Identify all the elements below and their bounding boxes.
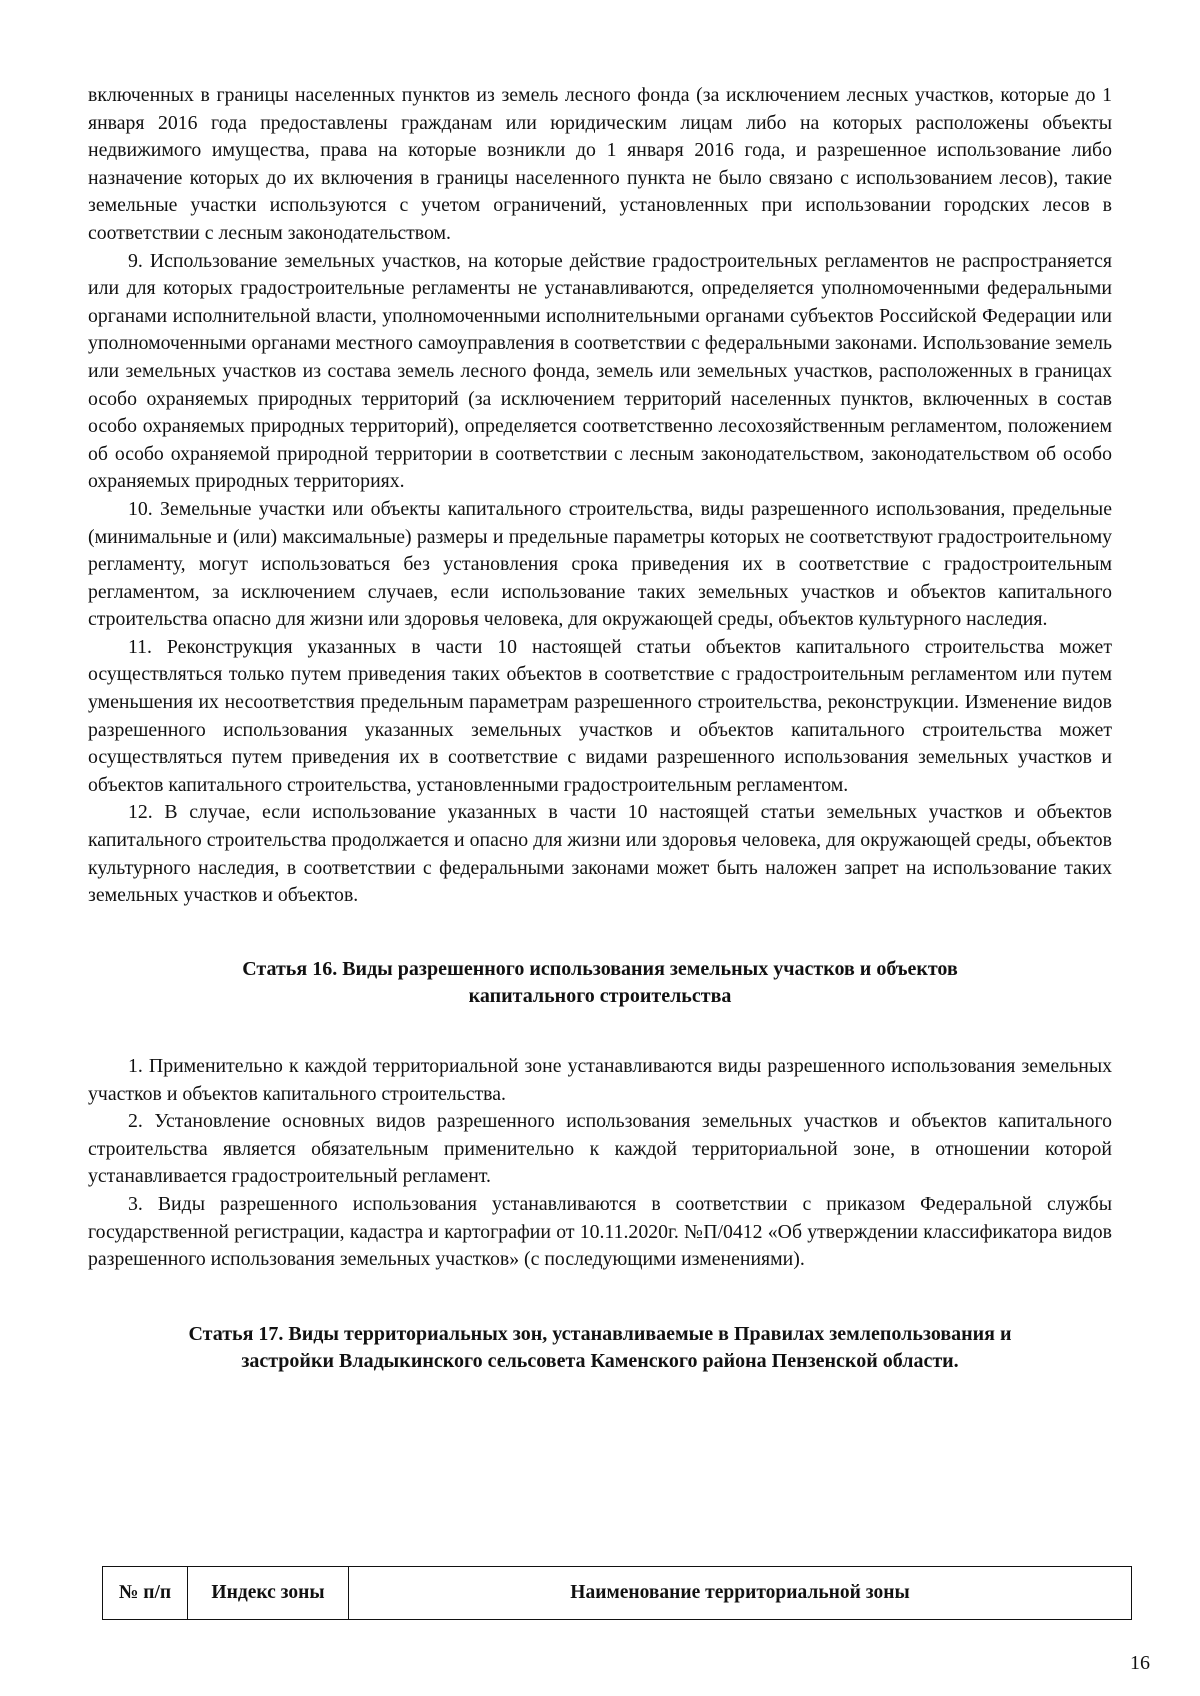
article-17-heading bbox=[88, 1321, 1112, 1376]
article-16-heading-line2: капитального строительства bbox=[468, 985, 732, 1008]
paragraph-11: 11. Реконструкция указанных в части 10 настоящей статьи объектов капитального строительства может осуществляться только путем приведения таких объектов в соответствие с градостроительным регламентом или путем уменьшения их несоответствия предельным параметрам разрешенного строительства, реконструкции. Изменение видов разрешенного использования указанных земельных участков и объектов капитального строительства может осуществляться путем приведения их в соответствие с видами разрешенного использования земельных участков и объектов капитального строительства, установленными градостроительным регламентом. bbox=[88, 635, 1112, 796]
document-body bbox=[88, 82, 1112, 1403]
column-header-zone-name: Наименование территориальной зоны bbox=[349, 1567, 1132, 1620]
paragraph-10: 10. Земельные участки или объекты капитального строительства, виды разрешенного использования, предельные (минимальные и (или) максимальные) размеры и предельные параметры которых не соответствуют градостроительному регламенту, могут использоваться без установления срока приведения их в соответствие с градостроительным регламентом, за исключением случаев, если использование таких земельных участков и объектов капитального строительства опасно для жизни или здоровья человека, для окружающей среды, объектов культурного наследия. bbox=[88, 497, 1112, 631]
paragraph-9: 9. Использование земельных участков, на которые действие градостроительных регламентов не распространяется или для которых градостроительные регламенты не устанавливаются, определяется уполномоченными федеральными органами исполнительной власти, уполномоченными исполнительными органами субъектов Российской Федерации или уполномоченными органами местного самоуправления в соответствии с федеральными законами. Использование земель или земельных участков из состава земель лесного фонда, земель или земельных участков, расположенных в границах особо охраняемых природных территорий (за исключением территорий населенных пунктов, включенных в состав особо охраняемых природных территорий), определяется соответственно лесохозяйственным регламентом, положением об особо охраняемой природной территории в соответствии с лесным законодательством, законодательством об особо охраняемых природных территориях. bbox=[88, 249, 1112, 493]
article-17-heading-line1: Статья 17. Виды территориальных зон, устанавливаемые в Правилах землепользования и bbox=[188, 1322, 1012, 1345]
column-header-zone-index: Индекс зоны bbox=[188, 1567, 349, 1620]
paragraph-continuation: включенных в границы населенных пунктов из земель лесного фонда (за исключением лесных участков, которые до 1 января 2016 года предоставлены гражданам или юридическим лицам либо на которых расположены объекты недвижимого имущества, права на которые возникли до 1 января 2016 года, и разрешенное использование либо назначение которых до их включения в границы населенного пункта не было связано с использованием лесов), такие земельные участки используются с учетом ограничений, установленных при использовании городских лесов в соответствии с лесным законодательством. bbox=[88, 84, 1112, 244]
table-header-row bbox=[103, 1567, 1132, 1620]
article-16-heading bbox=[88, 956, 1112, 1011]
article-16-paragraph-2: 2. Установление основных видов разрешенного использования земельных участков и объектов капитального строительства является обязательным применительно к каждой территориальной зоне, в отношении которой устанавливается градостроительный регламент. bbox=[88, 1110, 1112, 1188]
zones-table bbox=[102, 1566, 1132, 1620]
article-16-heading-line1: Статья 16. Виды разрешенного использования земельных участков и объектов bbox=[242, 957, 958, 980]
article-17-heading-line2: застройки Владыкинского сельсовета Каменского района Пензенской области. bbox=[241, 1350, 959, 1373]
page-number: 16 bbox=[1130, 1652, 1150, 1674]
article-16-paragraph-3: 3. Виды разрешенного использования устанавливаются в соответствии с приказом Федеральной службы государственной регистрации, кадастра и картографии от 10.11.2020г. №П/0412 «Об утверждении классификатора видов разрешенного использования земельных участков» (с последующими изменениями). bbox=[88, 1192, 1112, 1271]
paragraph-12: 12. В случае, если использование указанных в части 10 настоящей статьи земельных участков и объектов капитального строительства продолжается и опасно для жизни или здоровья человека, для окружающей среды, объектов культурного наследия, в соответствии с федеральными законами может быть наложен запрет на использование таких земельных участков и объектов. bbox=[88, 801, 1112, 907]
column-header-number: № п/п bbox=[103, 1567, 188, 1620]
article-16-paragraph-1: 1. Применительно к каждой территориальной зоне устанавливаются виды разрешенного использования земельных участков и объектов капитального строительства. bbox=[88, 1055, 1112, 1105]
